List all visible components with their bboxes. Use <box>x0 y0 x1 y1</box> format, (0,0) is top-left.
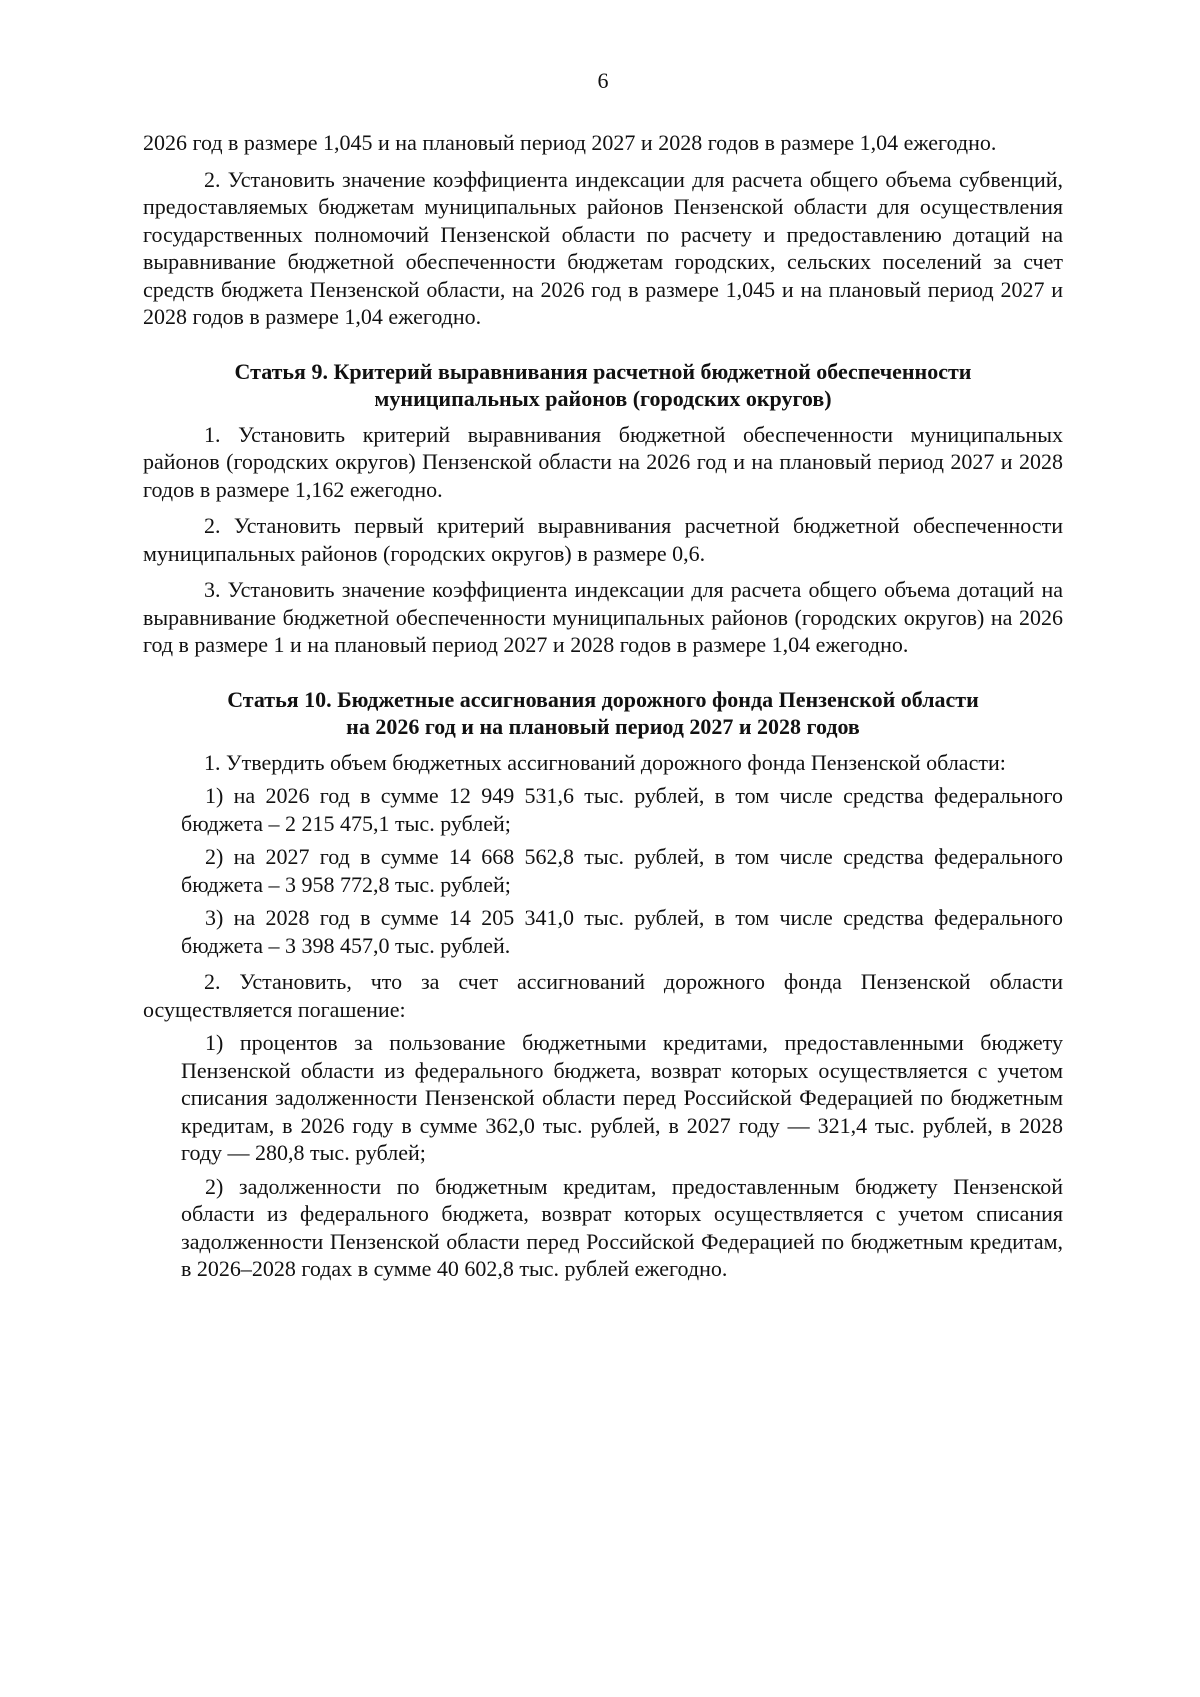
intro-paragraph-2: 2. Установить значение коэффициента индексации для расчета общего объема субвенций, предоставляемых бюджетам муниципальных районов Пензенской области для осуществления государственных полномочий Пензенской области по расчету и предоставлению дотаций на выравнивание бюджетной обеспеченности бюджетам городских, сельских поселений за счет средств бюджета Пензенской области, на 2026 год в размере 1,045 и на плановый период 2027 и 2028 годов в размере 1,04 ежегодно. <box>143 166 1063 329</box>
article-10-paragraph-2: 2. Установить, что за счет ассигнований дорожного фонда Пензенской области осуществляется погашение: <box>143 969 1063 1022</box>
article-10-p1-item-3: 3) на 2028 год в сумме 14 205 341,0 тыс. рублей, в том числе средства федерального бюджета – 3 398 457,0 тыс. рублей. <box>181 905 1063 958</box>
page-number: 6 <box>597 68 609 93</box>
article-9-title-line-1: Статья 9. Критерий выравнивания расчетной бюджетной обеспеченности <box>234 358 972 384</box>
article-9-paragraph-2: 2. Установить первый критерий выравнивания расчетной бюджетной обеспеченности муниципальных районов (городских округов) в размере 0,6. <box>143 513 1063 566</box>
article-10-p2-item-2: 2) задолженности по бюджетным кредитам, предоставленным бюджету Пензенской области из федерального бюджета, возврат которых осуществляется с учетом списания задолженности Пензенской области перед Российской Федерацией по бюджетным кредитам, в 2026–2028 годах в сумме 40 602,8 тыс. рублей ежегодно. <box>181 1173 1063 1281</box>
article-10-heading <box>143 686 1063 740</box>
article-10-p1-item-2: 2) на 2027 год в сумме 14 668 562,8 тыс. рублей, в том числе средства федерального бюджета – 3 958 772,8 тыс. рублей; <box>181 844 1063 897</box>
article-9-heading <box>143 358 1063 412</box>
article-10-p1-item-1: 1) на 2026 год в сумме 12 949 531,6 тыс. рублей, в том числе средства федерального бюджета – 2 215 475,1 тыс. рублей; <box>181 783 1063 836</box>
article-10-title-line-1: Статья 10. Бюджетные ассигнования дорожного фонда Пензенской области <box>227 686 979 712</box>
article-9-paragraph-1: 1. Установить критерий выравнивания бюджетной обеспеченности муниципальных районов (городских округов) Пензенской области на 2026 год и на плановый период 2027 и 2028 годов в размере 1,162 ежегодно. <box>143 421 1063 502</box>
article-10-paragraph-1: 1. Утвердить объем бюджетных ассигнований дорожного фонда Пензенской области: <box>204 749 1006 775</box>
article-9-title-line-2: муниципальных районов (городских округов) <box>374 385 832 411</box>
document-page <box>143 70 1063 1283</box>
article-10-title-line-2: на 2026 год и на плановый период 2027 и 2028 годов <box>346 713 860 739</box>
article-9-paragraph-3: 3. Установить значение коэффициента индексации для расчета общего объема дотаций на выравнивание бюджетной обеспеченности муниципальных районов (городских округов) на 2026 год в размере 1 и на плановый период 2027 и 2028 годов в размере 1,04 ежегодно. <box>143 577 1063 657</box>
intro-continuation: 2026 год в размере 1,045 и на плановый период 2027 и 2028 годов в размере 1,04 ежегодно. <box>143 130 997 155</box>
article-10-p2-item-1: 1) процентов за пользование бюджетными кредитами, предоставленными бюджету Пензенской области из федерального бюджета, возврат которых осуществляется с учетом списания задолженности Пензенской области перед Российской Федерацией по бюджетным кредитам, в 2026 году в сумме 362,0 тыс. рублей, в 2027 году — 321,4 тыс. рублей, в 2028 году — 280,8 тыс. рублей; <box>181 1030 1063 1165</box>
